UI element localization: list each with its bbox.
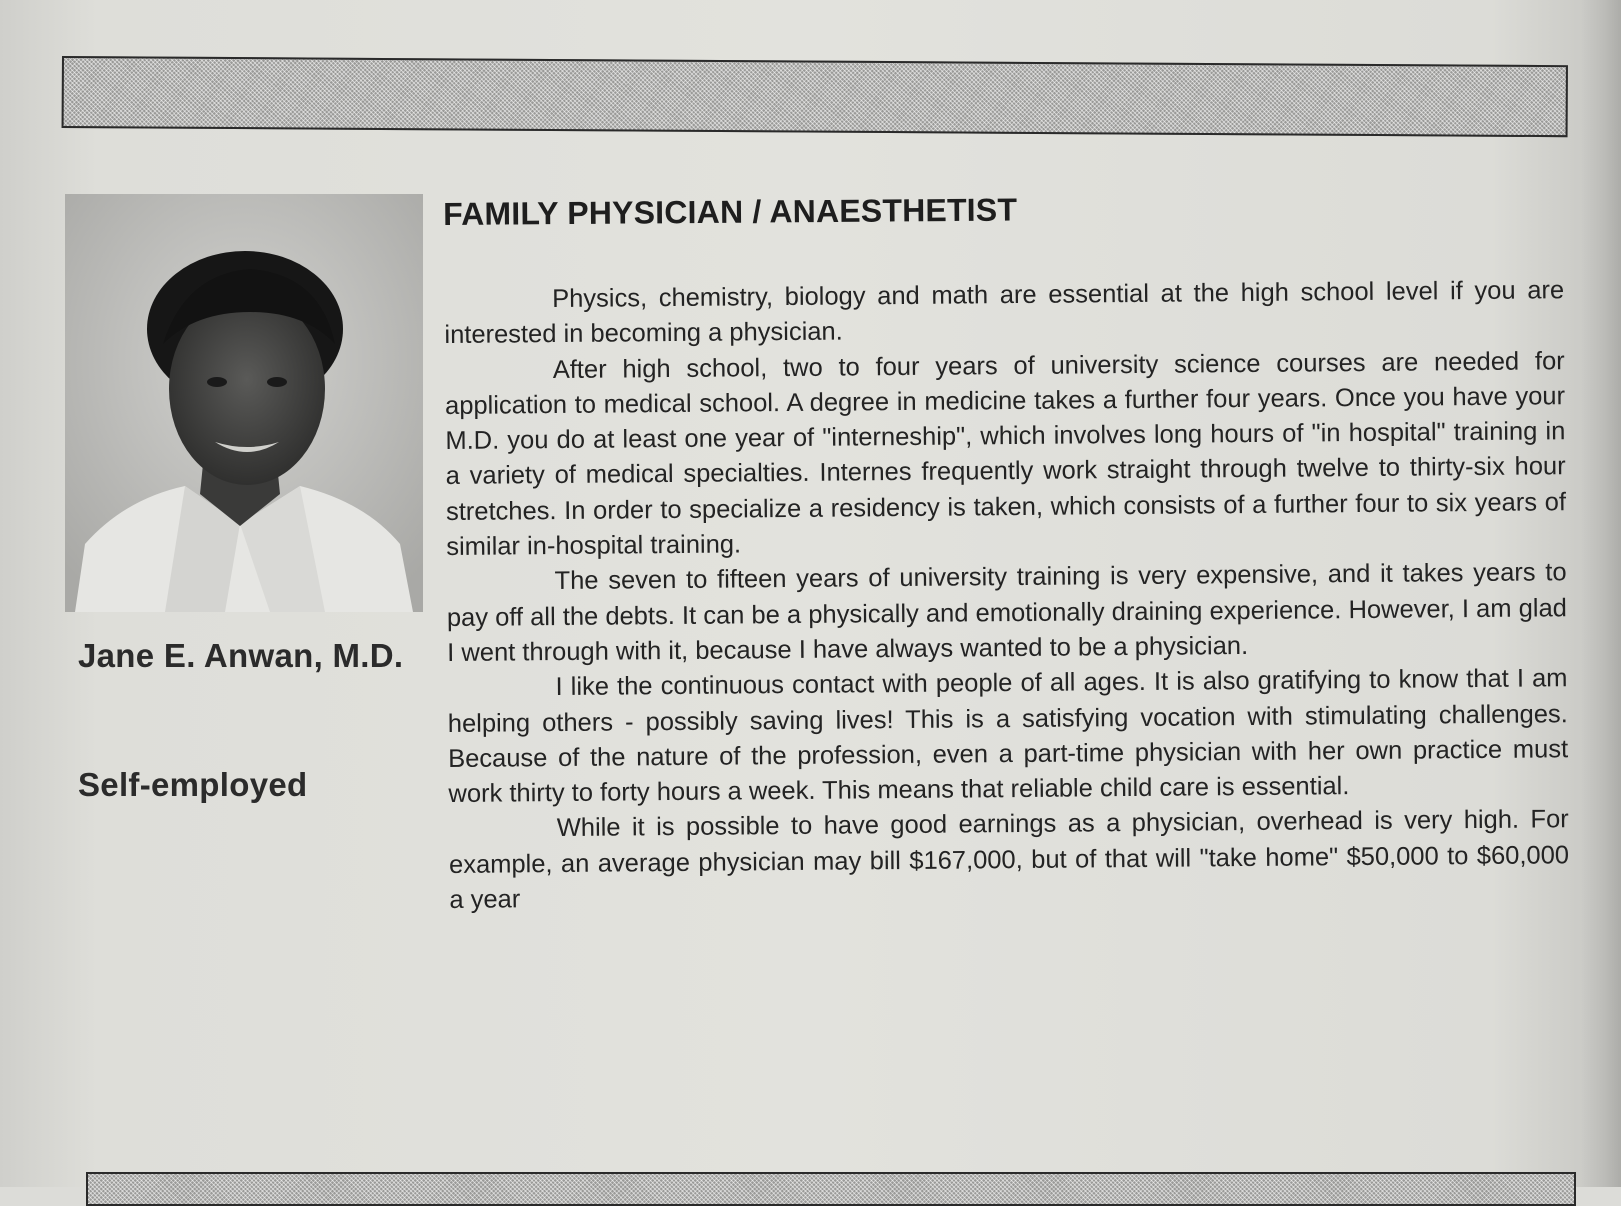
article-title: FAMILY PHYSICIAN / ANAESTHETIST — [443, 191, 1018, 232]
portrait-illustration — [65, 194, 423, 612]
person-name: Jane E. Anwan, M.D. — [78, 637, 404, 674]
page-edge-shadow — [1581, 0, 1621, 1187]
decorative-footer-bar — [86, 1172, 1576, 1206]
portrait-photo — [65, 194, 423, 612]
paragraph: I like the continuous contact with people of all ages. It is also gratifying to know that I am helping others - possibly saving lives! This is a satisfying vocation with stimulating challenges. Because of the nature of the profession, even a part-time physician with her own practice must work thirty to forty hours a week. This means that reliable child care is essential. — [447, 664, 1569, 809]
article-body — [444, 273, 1570, 918]
employment-status: Self-employed — [78, 766, 308, 803]
paragraph: Physics, chemistry, biology and math are essential at the high school level if you are interested in becoming a physician. — [444, 276, 1565, 350]
paragraph: The seven to fifteen years of university training is very expensive, and it takes years to pay off all the debts. It can be a physically and emotionally draining experience. However, I am glad I went through with it, because I have always wanted to be a physician. — [446, 558, 1567, 667]
paragraph: After high school, two to four years of university science courses are needed for application to medical school. A degree in medicine takes a further four years. Once you have your M.D. you do at least one year of "interneship", which involves long hours of "in hospital" training in a variety of medical specialties. Internes frequently work straight through twelve to thirty-six hour stretches. In order to specialize a residency is taken, which consists of a further four to six years of similar in-hospital training. — [444, 346, 1567, 562]
paragraph: While it is possible to have good earnings as a physician, overhead is very high. For example, an average physician may bill $167,000, but of that will "take home" $50,000 to $60,000 a year — [448, 805, 1570, 915]
decorative-header-bar — [62, 56, 1568, 137]
